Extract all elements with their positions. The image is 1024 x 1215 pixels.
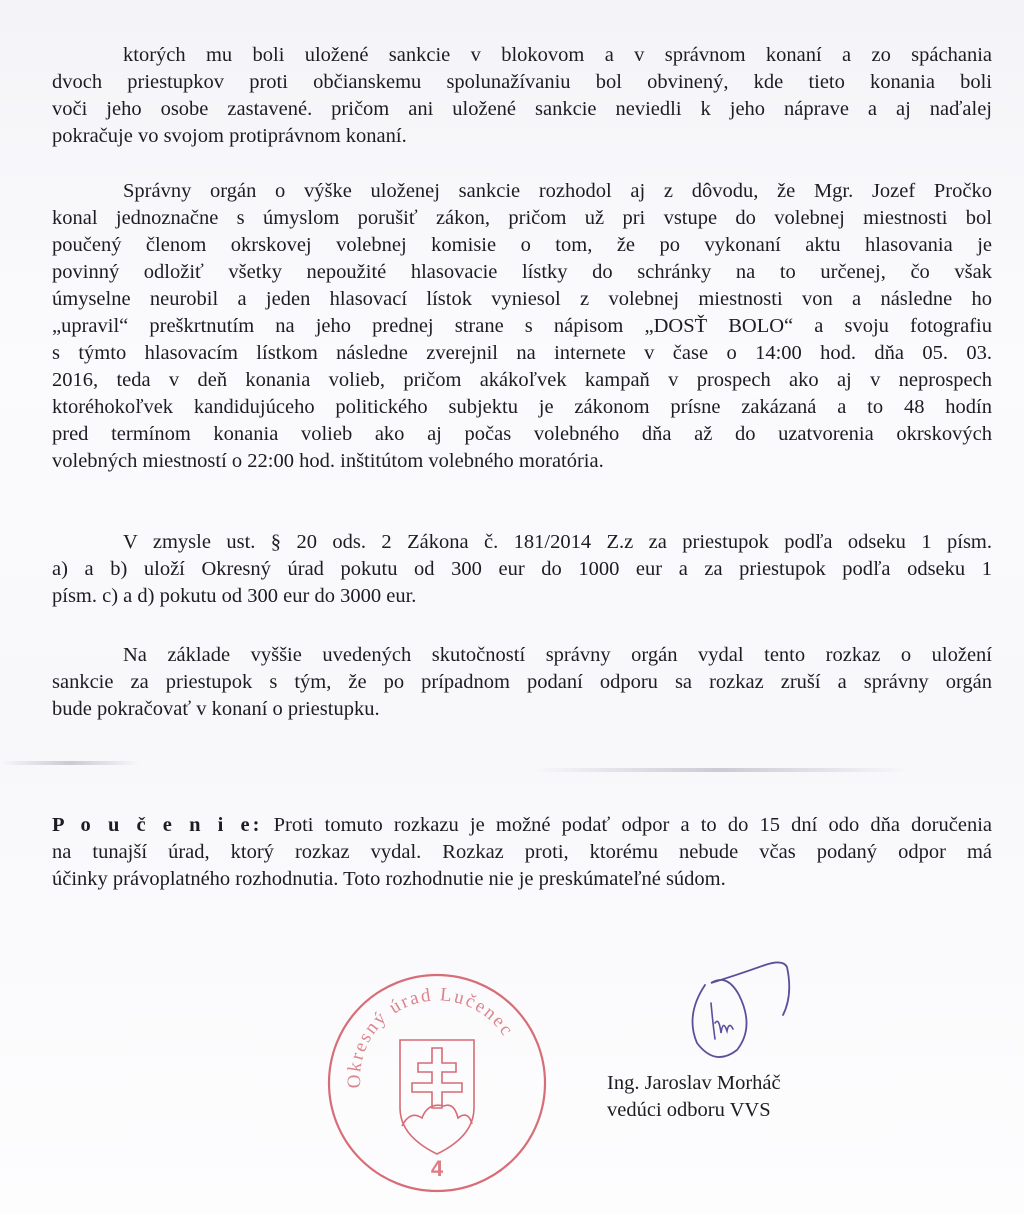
text-line: ktorých mu boli uložené sankcie v blokovom a v správnom konaní a zo spáchania <box>123 44 992 66</box>
text-line: Na základe vyššie uvedených skutočností správny orgán vydal tento rozkaz o uložení <box>123 644 992 666</box>
text-line: V zmysle ust. § 20 ods. 2 Zákona č. 181/2014 Z.z za priestupok podľa odseku 1 písm. <box>123 531 992 553</box>
text-line: bude pokračovať v konaní o priestupku. <box>52 698 380 720</box>
text-line: úmyselne neurobil a jeden hlasovací lístok vyniesol z volebnej miestnosti von a následne ho <box>52 288 992 310</box>
instruction-text: Proti tomuto rozkazu je možné podať odpor a to do 15 dní odo dňa doručenia <box>262 814 993 836</box>
coat-of-arms-icon <box>400 1040 474 1154</box>
text-line: volebných miestností o 22:00 hod. inštitútom volebného moratória. <box>52 450 604 472</box>
signer-block <box>607 1070 781 1124</box>
text-line: voči jeho osobe zastavené. pričom ani uložené sankcie neviedli k jeho náprave a aj naďalej <box>52 98 992 120</box>
text-line: povinný odložiť všetky nepoužité hlasovacie lístky do schránky na to určenej, čo však <box>52 261 992 283</box>
text-line: Správny orgán o výške uloženej sankcie rozhodol aj z dôvodu, že Mgr. Jozef Pročko <box>123 180 992 202</box>
text-line: ktoréhokoľvek kandidujúceho politického subjektu je zákonom prísne zakázaná a to 48 hodín <box>52 396 992 418</box>
signer-name: Ing. Jaroslav Morháč <box>607 1072 781 1094</box>
paragraph-decision <box>52 642 992 723</box>
text-line: poučený členom okrskovej volebnej komisie o tom, že po vykonaní aktu hlasovania je <box>52 234 992 256</box>
text-line: a) a b) uloží Okresný úrad pokutu od 300 eur do 1000 eur a za priestupok podľa odseku 1 <box>52 558 992 580</box>
text-line: sankcie za priestupok s tým, že po prípadnom podaní odporu sa rozkaz zruší a správny orgán <box>52 671 992 693</box>
stamp-ring-text: Okresný úrad Lučenec <box>343 984 519 1089</box>
text-line: „upravil“ preškrtnutím na jeho prednej strane s nápisom „DOSŤ BOLO“ a svoju fotografiu <box>52 315 992 337</box>
text-line: na tunajší úrad, ktorý rozkaz vydal. Rozkaz proti, ktorému nebude včas podaný odpor má <box>52 841 992 863</box>
stamp-number: 4 <box>430 1156 444 1181</box>
official-stamp <box>322 968 552 1198</box>
paragraph-instruction <box>52 812 992 893</box>
text-line: pred termínom konania volieb ako aj počas volebného dňa až do uzatvorenia okrskových <box>52 423 992 445</box>
text-line <box>52 812 992 839</box>
instruction-label: P o u č e n i e: <box>52 814 263 836</box>
text-line: písm. c) a d) pokutu od 300 eur do 3000 eur. <box>52 585 417 607</box>
signer-title: vedúci odboru VVS <box>607 1099 771 1121</box>
text-line: pokračuje vo svojom protiprávnom konaní. <box>52 125 407 147</box>
text-line: 2016, teda v deň konania volieb, pričom akákoľvek kampaň v prospech ako aj v neprospech <box>52 369 992 391</box>
text-line: konal jednoznačne s úmyslom porušiť zákon, pričom už pri vstupe do volebnej miestnosti bol <box>52 207 992 229</box>
text-line: dvoch priestupkov proti občianskemu spolunažívaniu bol obvinený, kde tieto konania boli <box>52 71 992 93</box>
text-line: s týmto hlasovacím lístkom následne zverejnil na internete v čase o 14:00 hod. dňa 05. 03. <box>52 342 992 364</box>
paragraph-legal-basis <box>52 529 992 610</box>
text-line: účinky právoplatného rozhodnutia. Toto rozhodnutie nie je preskúmateľné súdom. <box>52 868 726 890</box>
paragraph-prior-sanctions <box>52 42 992 150</box>
handwritten-signature <box>675 955 805 1070</box>
paper-fold <box>530 768 910 772</box>
paragraph-reasoning <box>52 178 992 475</box>
paper-fold <box>0 761 140 765</box>
